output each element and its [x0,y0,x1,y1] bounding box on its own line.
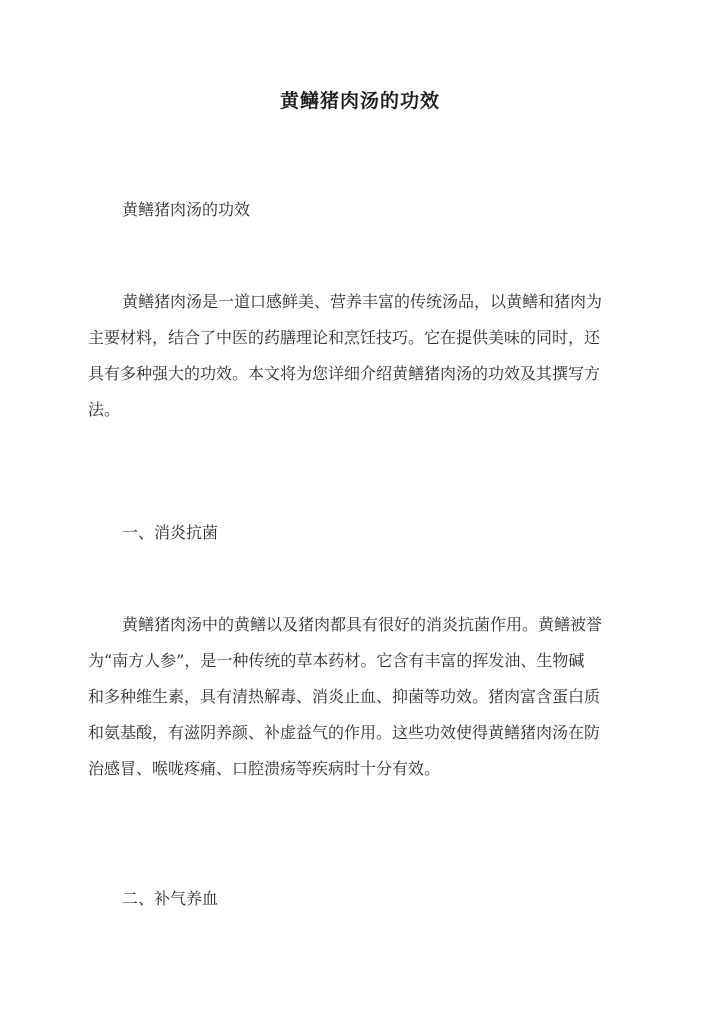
paragraph-line: 为“南方人参”，是一种传统的草本药材。它含有丰富的挥发油、生物碱 [88,651,585,670]
paragraph-line: 法。 [88,400,121,419]
paragraph-line: 和多种维生素，具有清热解毒、消炎止血、抑菌等功效。猪肉富含蛋白质 [88,687,601,706]
intro-paragraph [88,284,640,428]
section-1-paragraph [88,607,640,787]
section-heading-1: 一、消炎抗菌 [122,523,219,542]
paragraph-line: 黄鳝猪肉汤中的黄鳝以及猪肉都具有很好的消炎抗菌作用。黄鳝被誉 [122,615,603,634]
document-subtitle: 黄鳝猪肉汤的功效 [122,200,251,219]
document-title: 黄鳝猪肉汤的功效 [279,90,440,112]
section-heading-2: 二、补气养血 [122,889,219,908]
paragraph-line: 和氨基酸，有滋阴养颜、补虚益气的作用。这些功效使得黄鳝猪肉汤在防 [88,723,601,742]
paragraph-line: 治感冒、喉咙疼痛、口腔溃疡等疾病时十分有效。 [88,759,441,778]
paragraph-line: 主要材料，结合了中医的药膳理论和烹饪技巧。它在提供美味的同时，还 [88,328,601,347]
paragraph-line: 黄鳝猪肉汤是一道口感鲜美、营养丰富的传统汤品，以黄鳝和猪肉为 [122,292,603,311]
paragraph-line: 具有多种强大的功效。本文将为您详细介绍黄鳝猪肉汤的功效及其撰写方 [88,364,601,383]
